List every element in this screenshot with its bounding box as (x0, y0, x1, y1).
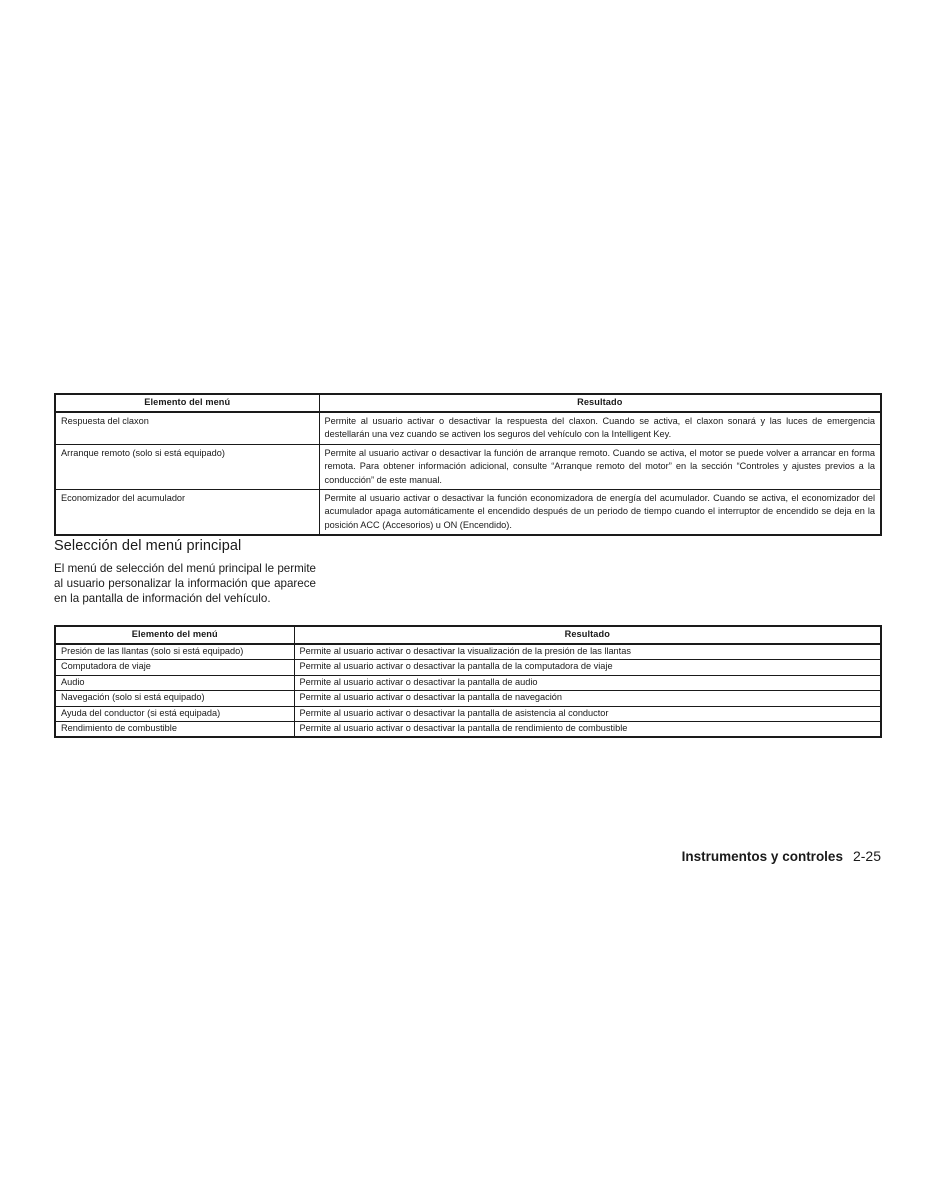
table-row (55, 412, 881, 444)
menu-item-cell: Rendimiento de combustible (55, 722, 294, 738)
table-row (55, 644, 881, 660)
section-heading: Selección del menú principal (54, 538, 242, 554)
column-header-menu-item: Elemento del menú (55, 394, 319, 412)
page-footer (682, 848, 881, 864)
menu-item-cell: Economizador del acumulador (55, 490, 319, 536)
menu-item-cell: Respuesta del claxon (55, 412, 319, 444)
chapter-title: Instrumentos y controles (681, 849, 843, 864)
table-row (55, 675, 881, 690)
menu-item-cell: Navegación (solo si está equipado) (55, 691, 294, 706)
result-cell: Permite al usuario activar o desactivar la pantalla de rendimiento de combustible (294, 722, 881, 738)
page-number: 2-25 (852, 848, 881, 864)
result-cell: Permite al usuario activar o desactivar la pantalla de asistencia al conductor (294, 706, 881, 721)
table-row (55, 444, 881, 489)
table-row (55, 706, 881, 721)
column-header-result: Resultado (319, 394, 881, 412)
column-header-menu-item: Elemento del menú (55, 626, 294, 644)
menu-item-cell: Ayuda del conductor (si está equipada) (55, 706, 294, 721)
table-header-row (55, 394, 881, 412)
table-row (55, 490, 881, 536)
result-cell: Permite al usuario activar o desactivar la función economizadora de energía del acumulador. Cuando se activa, el economizador del acumulador apaga automáticamente el encendido después de un periodo de tiempo cuando el interruptor de encendido se deja en la posición ACC (Accesorios) u ON (Encendido). (319, 490, 881, 536)
menu-item-cell: Audio (55, 675, 294, 690)
column-header-result: Resultado (294, 626, 881, 644)
menu-item-cell: Computadora de viaje (55, 660, 294, 675)
result-cell: Permite al usuario activar o desactivar la pantalla de la computadora de viaje (294, 660, 881, 675)
main-menu-selection-table (54, 625, 882, 738)
menu-item-cell: Arranque remoto (solo si está equipado) (55, 444, 319, 489)
table-row (55, 722, 881, 738)
result-cell: Permite al usuario activar o desactivar la visualización de la presión de las llantas (294, 644, 881, 660)
menu-settings-table (54, 393, 882, 536)
table-header-row (55, 626, 881, 644)
table-row (55, 660, 881, 675)
result-cell: Permite al usuario activar o desactivar la función de arranque remoto. Cuando se activa, el motor se puede volver a arrancar en forma remota. Para obtener información adicional, consulte “Arranque remoto del motor” en la sección “Controles y ajustes previos a la conducción” de este manual. (319, 444, 881, 489)
result-cell: Permite al usuario activar o desactivar la pantalla de navegación (294, 691, 881, 706)
table-row (55, 691, 881, 706)
menu-item-cell: Presión de las llantas (solo si está equipado) (55, 644, 294, 660)
section-paragraph: El menú de selección del menú principal le permite al usuario personalizar la información que aparece en la pantalla de información del vehículo. (54, 562, 316, 605)
result-cell: Permite al usuario activar o desactivar la respuesta del claxon. Cuando se activa, el claxon sonará y las luces de emergencia destellarán una vez cuando se activen los seguros del vehículo con la Intelligent Key. (319, 412, 881, 444)
result-cell: Permite al usuario activar o desactivar la pantalla de audio (294, 675, 881, 690)
